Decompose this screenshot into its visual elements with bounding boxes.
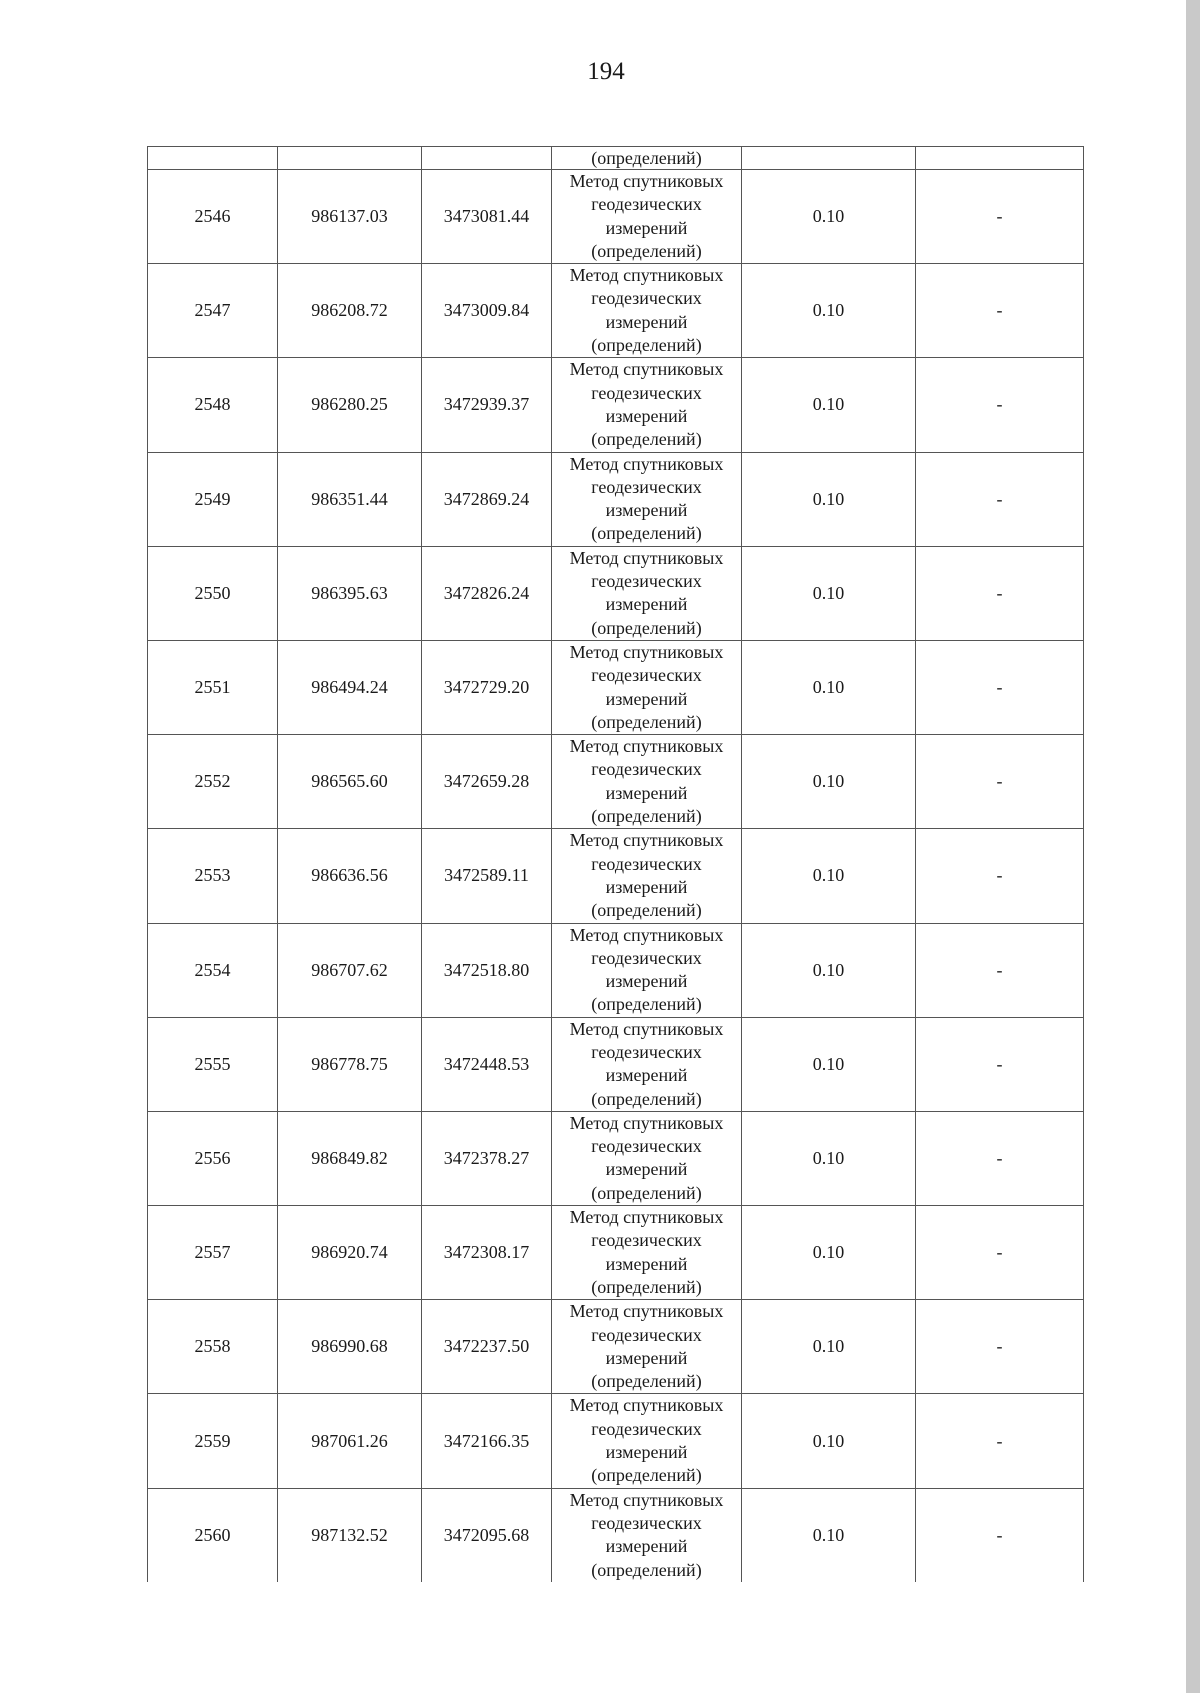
y-coordinate-cell: 3472659.28 (422, 735, 552, 829)
note-cell: - (916, 1488, 1084, 1582)
y-coordinate-cell: 3472869.24 (422, 452, 552, 546)
method-line: Метод спутниковых (569, 265, 724, 286)
method-line: (определений) (591, 1371, 702, 1392)
y-coordinate-cell: 3472378.27 (422, 1111, 552, 1205)
method-cell (552, 1300, 742, 1394)
method-line: измерений (605, 1536, 688, 1557)
method-line: Метод спутниковых (569, 1207, 724, 1228)
scan-margin-strip (1186, 0, 1200, 1693)
method-line: (определений) (591, 429, 702, 450)
table-row (148, 1111, 1084, 1205)
accuracy-cell: 0.10 (742, 640, 916, 734)
method-cell (552, 735, 742, 829)
accuracy-cell: 0.10 (742, 1111, 916, 1205)
method-text (552, 735, 741, 828)
x-coordinate-cell: 986636.56 (278, 829, 422, 923)
table-row (148, 358, 1084, 452)
point-id-cell: 2556 (148, 1111, 278, 1205)
note-cell: - (916, 1111, 1084, 1205)
method-cell (552, 1017, 742, 1111)
method-line: (определений) (591, 335, 702, 356)
accuracy-cell (742, 147, 916, 170)
method-line: геодезических (591, 194, 702, 215)
method-line: измерений (605, 311, 688, 332)
method-line: геодезических (591, 1512, 702, 1533)
coordinates-table-body (148, 147, 1084, 1582)
x-coordinate-cell: 986990.68 (278, 1300, 422, 1394)
note-cell: - (916, 640, 1084, 734)
method-line: геодезических (591, 288, 702, 309)
note-cell: - (916, 1394, 1084, 1488)
note-cell: - (916, 452, 1084, 546)
note-cell: - (916, 264, 1084, 358)
y-coordinate-cell: 3473081.44 (422, 170, 552, 264)
x-coordinate-cell: 986494.24 (278, 640, 422, 734)
method-line: (определений) (591, 1182, 702, 1203)
table-row (148, 640, 1084, 734)
point-id-cell: 2555 (148, 1017, 278, 1111)
point-id-cell: 2558 (148, 1300, 278, 1394)
method-line: (определений) (591, 900, 702, 921)
method-line: Метод спутниковых (569, 1018, 724, 1039)
point-id-cell: 2549 (148, 452, 278, 546)
x-coordinate-cell: 986395.63 (278, 546, 422, 640)
method-cell (552, 829, 742, 923)
y-coordinate-cell: 3472939.37 (422, 358, 552, 452)
x-coordinate-cell: 986778.75 (278, 1017, 422, 1111)
point-id-cell: 2557 (148, 1206, 278, 1300)
method-text (552, 358, 741, 451)
method-line: геодезических (591, 1324, 702, 1345)
method-cell (552, 1111, 742, 1205)
point-id-cell: 2548 (148, 358, 278, 452)
point-id-cell: 2560 (148, 1488, 278, 1582)
method-cell (552, 170, 742, 264)
accuracy-cell: 0.10 (742, 1300, 916, 1394)
method-line: измерений (605, 688, 688, 709)
method-line: Метод спутниковых (569, 453, 724, 474)
method-cell (552, 923, 742, 1017)
y-coordinate-cell (422, 147, 552, 170)
method-line: геодезических (591, 665, 702, 686)
y-coordinate-cell: 3472589.11 (422, 829, 552, 923)
accuracy-cell: 0.10 (742, 546, 916, 640)
point-id-cell: 2547 (148, 264, 278, 358)
table-row (148, 735, 1084, 829)
method-line: (определений) (591, 523, 702, 544)
table-row (148, 170, 1084, 264)
x-coordinate-cell: 987061.26 (278, 1394, 422, 1488)
method-line: Метод спутниковых (569, 1301, 724, 1322)
method-line: Метод спутниковых (569, 547, 724, 568)
method-line: геодезических (591, 1418, 702, 1439)
method-line: измерений (605, 971, 688, 992)
note-cell: - (916, 829, 1084, 923)
accuracy-cell: 0.10 (742, 829, 916, 923)
accuracy-cell: 0.10 (742, 264, 916, 358)
method-line: Метод спутниковых (569, 1395, 724, 1416)
method-line: (определений) (591, 1465, 702, 1486)
method-cell (552, 640, 742, 734)
method-cell (552, 264, 742, 358)
y-coordinate-cell: 3472095.68 (422, 1488, 552, 1582)
method-cell: (определений) (552, 147, 742, 170)
method-line: (определений) (591, 617, 702, 638)
table-row (148, 264, 1084, 358)
method-line: Метод спутниковых (569, 359, 724, 380)
method-text (552, 170, 741, 263)
method-text (552, 264, 741, 357)
method-line: измерений (605, 500, 688, 521)
method-line: Метод спутниковых (569, 171, 724, 191)
point-id-cell: 2551 (148, 640, 278, 734)
method-line: (определений) (591, 1559, 702, 1580)
method-line: (определений) (591, 806, 702, 827)
accuracy-cell: 0.10 (742, 1394, 916, 1488)
method-line: геодезических (591, 1230, 702, 1251)
y-coordinate-cell: 3472826.24 (422, 546, 552, 640)
accuracy-cell: 0.10 (742, 1206, 916, 1300)
method-line: (определений) (591, 1088, 702, 1109)
method-text (552, 547, 741, 640)
method-line: Метод спутниковых (569, 924, 724, 945)
page-number: 194 (587, 58, 625, 85)
note-cell (916, 147, 1084, 170)
y-coordinate-cell: 3472518.80 (422, 923, 552, 1017)
method-line: геодезических (591, 1041, 702, 1062)
y-coordinate-cell: 3472237.50 (422, 1300, 552, 1394)
x-coordinate-cell: 986351.44 (278, 452, 422, 546)
x-coordinate-cell: 986137.03 (278, 170, 422, 264)
method-text (552, 641, 741, 734)
table-row (148, 1488, 1084, 1582)
note-cell: - (916, 1017, 1084, 1111)
method-cell (552, 358, 742, 452)
table-row (148, 452, 1084, 546)
method-cell (552, 452, 742, 546)
method-text (552, 1206, 741, 1299)
method-line: измерений (605, 1442, 688, 1463)
method-line: Метод спутниковых (569, 1112, 724, 1133)
point-id-cell: 2550 (148, 546, 278, 640)
note-cell: - (916, 923, 1084, 1017)
method-line: Метод спутниковых (569, 1489, 724, 1510)
table-row (148, 829, 1084, 923)
accuracy-cell: 0.10 (742, 1488, 916, 1582)
x-coordinate-cell: 986707.62 (278, 923, 422, 1017)
y-coordinate-cell: 3472308.17 (422, 1206, 552, 1300)
coordinates-table (147, 146, 1084, 1582)
note-cell: - (916, 546, 1084, 640)
method-text (552, 453, 741, 546)
point-id-cell (148, 147, 278, 170)
accuracy-cell: 0.10 (742, 1017, 916, 1111)
method-line: измерений (605, 594, 688, 615)
method-text (552, 1018, 741, 1111)
x-coordinate-cell: 986565.60 (278, 735, 422, 829)
method-line: измерений (605, 217, 688, 238)
point-id-cell: 2553 (148, 829, 278, 923)
method-line: (определений) (591, 711, 702, 732)
method-line: измерений (605, 1065, 688, 1086)
method-cell (552, 1394, 742, 1488)
y-coordinate-cell: 3472448.53 (422, 1017, 552, 1111)
method-line: измерений (605, 1347, 688, 1368)
method-line: Метод спутниковых (569, 736, 724, 757)
table-row-continuation (148, 147, 1084, 170)
method-text (552, 1394, 741, 1487)
method-line: Метод спутниковых (569, 641, 724, 662)
table-row (148, 1017, 1084, 1111)
point-id-cell: 2552 (148, 735, 278, 829)
table-row (148, 923, 1084, 1017)
point-id-cell: 2546 (148, 170, 278, 264)
method-text (552, 829, 741, 922)
accuracy-cell: 0.10 (742, 170, 916, 264)
note-cell: - (916, 1206, 1084, 1300)
accuracy-cell: 0.10 (742, 452, 916, 546)
point-id-cell: 2554 (148, 923, 278, 1017)
method-line: (определений) (591, 1276, 702, 1297)
method-line: геодезических (591, 382, 702, 403)
note-cell: - (916, 1300, 1084, 1394)
table-row (148, 1206, 1084, 1300)
method-line: геодезических (591, 759, 702, 780)
note-cell: - (916, 735, 1084, 829)
accuracy-cell: 0.10 (742, 735, 916, 829)
point-id-cell: 2559 (148, 1394, 278, 1488)
method-line: Метод спутниковых (569, 830, 724, 851)
table-row (148, 546, 1084, 640)
method-line: геодезических (591, 947, 702, 968)
x-coordinate-cell: 987132.52 (278, 1488, 422, 1582)
x-coordinate-cell: 986208.72 (278, 264, 422, 358)
y-coordinate-cell: 3473009.84 (422, 264, 552, 358)
table-row (148, 1300, 1084, 1394)
method-line: геодезических (591, 476, 702, 497)
method-line: измерений (605, 876, 688, 897)
x-coordinate-cell: 986920.74 (278, 1206, 422, 1300)
x-coordinate-cell: 986280.25 (278, 358, 422, 452)
method-line: измерений (605, 405, 688, 426)
method-text (552, 1300, 741, 1393)
method-line: измерений (605, 1159, 688, 1180)
note-cell: - (916, 170, 1084, 264)
method-cell (552, 546, 742, 640)
accuracy-cell: 0.10 (742, 358, 916, 452)
method-text (552, 1112, 741, 1205)
method-line: (определений) (591, 994, 702, 1015)
method-cell (552, 1488, 742, 1582)
table-row (148, 1394, 1084, 1488)
method-line: измерений (605, 782, 688, 803)
method-text (552, 1489, 741, 1582)
method-line: измерений (605, 1253, 688, 1274)
method-line: геодезических (591, 853, 702, 874)
method-line: геодезических (591, 571, 702, 592)
method-line: (определений) (591, 240, 702, 261)
y-coordinate-cell: 3472729.20 (422, 640, 552, 734)
accuracy-cell: 0.10 (742, 923, 916, 1017)
method-cell (552, 1206, 742, 1300)
method-line: геодезических (591, 1136, 702, 1157)
method-text (552, 924, 741, 1017)
y-coordinate-cell: 3472166.35 (422, 1394, 552, 1488)
x-coordinate-cell: 986849.82 (278, 1111, 422, 1205)
x-coordinate-cell (278, 147, 422, 170)
note-cell: - (916, 358, 1084, 452)
